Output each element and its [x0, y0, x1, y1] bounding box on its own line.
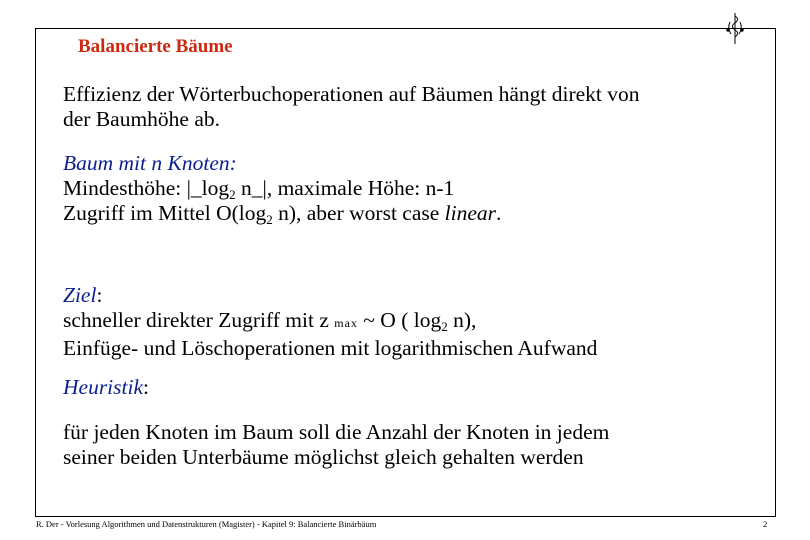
university-logo-icon	[724, 12, 746, 46]
goal-heading: Ziel:	[63, 283, 103, 307]
heuristic-heading: Heuristik:	[63, 375, 150, 399]
intro-line-1: Effizienz der Wörterbuchoperationen auf Bäumen hängt direkt von	[63, 82, 640, 106]
intro-paragraph	[63, 82, 640, 132]
goal-line-2: Einfüge- und Löschoperationen mit logarithmischen Aufwand	[63, 336, 598, 360]
intro-line-2: der Baumhöhe ab.	[63, 107, 221, 131]
slide-title: Balancierte Bäume	[74, 36, 237, 58]
tree-heading: Baum mit n Knoten:	[63, 151, 237, 175]
footer-text: R. Der - Vorlesung Algorithmen und Datenstrukturen (Magister) - Kapitel 9: Balancierte Binärbäum	[36, 519, 377, 529]
min-height-line: Mindesthöhe: $|\_\log_2$ n_|, maximale Höhe: n-1	[63, 176, 455, 202]
page-number: 2	[763, 519, 768, 529]
goal-line-1: schneller direkter Zugriff mit z max ~ O ( $\log_2 n$),	[63, 308, 477, 334]
average-access-line: Zugriff im Mittel $O(\log_2$ n), aber worst case linear.	[63, 201, 502, 227]
heuristic-line-1: für jeden Knoten im Baum soll die Anzahl der Knoten in jedem	[63, 420, 610, 444]
goal-section	[63, 283, 597, 361]
heuristic-section	[63, 420, 609, 470]
tree-section	[63, 151, 501, 226]
heuristic-line-2: seiner beiden Unterbäume möglichst gleich gehalten werden	[63, 445, 584, 469]
